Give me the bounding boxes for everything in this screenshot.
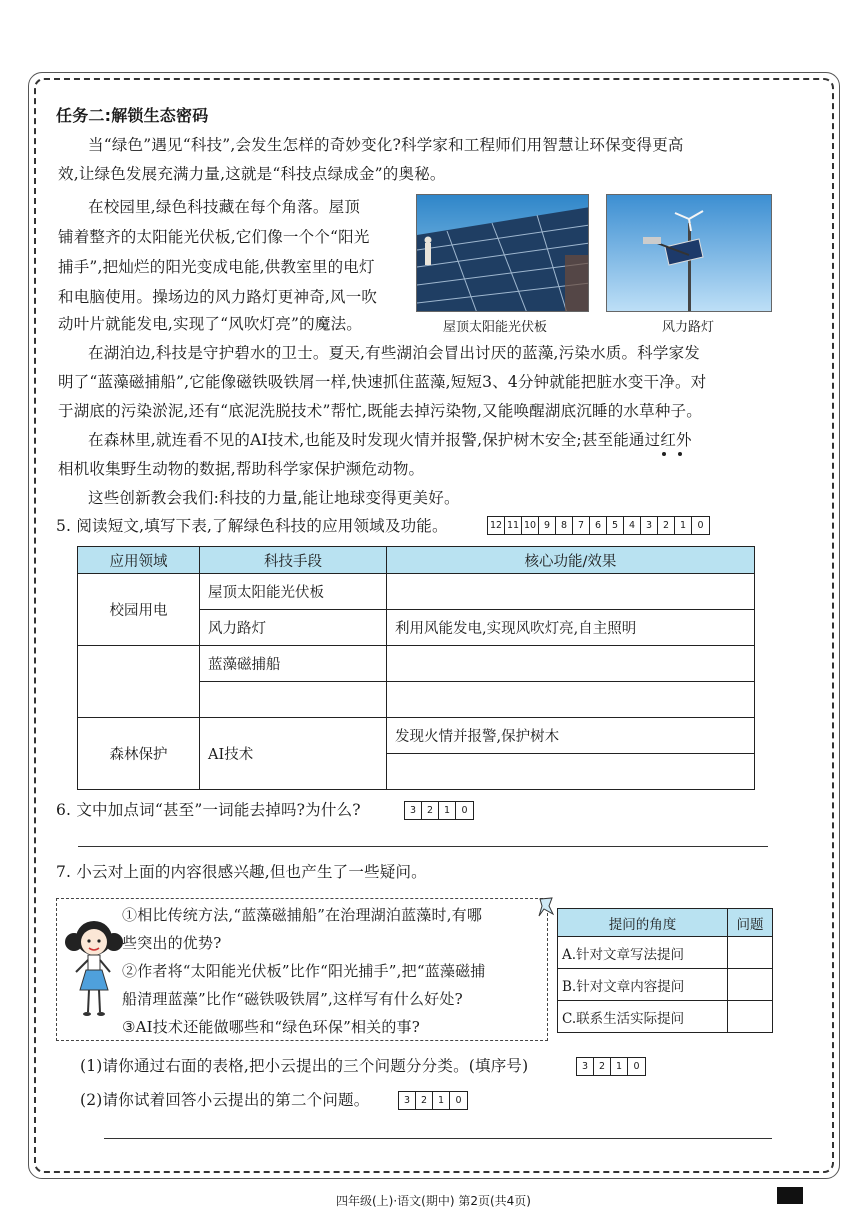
girl-illustration-icon (64, 912, 124, 1022)
lake-line-2: 明了“蓝藻磁捕船”,它能像磁铁吸铁屑一样,快速抓住蓝藻,短短3、4分钟就能把脏水变干净。对 (58, 373, 707, 391)
lake-line-3: 于湖底的污染淤泥,还有“底泥洗脱技术”帮忙,既能去掉污染物,又能唤醒湖底沉睡的水草种子。 (58, 402, 702, 420)
q5-effect-algae-blank[interactable] (387, 646, 755, 682)
q7-sub2: (2)请你试着回答小云提出的第二个问题。 (80, 1091, 370, 1109)
score-box-3[interactable]: 3 (399, 1092, 416, 1109)
q6-prompt: 6. 文中加点词“甚至”一词能去掉吗?为什么? (56, 801, 361, 819)
q5-effect-blank[interactable] (387, 682, 755, 718)
q5-prompt: 5. 阅读短文,填写下表,了解绿色科技的应用领域及功能。 (56, 517, 448, 535)
q7-row-c-blank[interactable] (728, 1001, 773, 1033)
page-footer: 四年级(上)·语文(期中) 第2页(共4页) (336, 1194, 531, 1208)
score-box-4[interactable]: 4 (624, 517, 641, 534)
q5-tech-blank[interactable] (200, 682, 387, 718)
q5-tech-wind: 风力路灯 (200, 610, 387, 646)
q5-tech-solar: 屋顶太阳能光伏板 (200, 574, 387, 610)
score-box-2[interactable]: 2 (658, 517, 675, 534)
pin-icon (537, 896, 555, 918)
wind-photo-caption: 风力路灯 (662, 320, 715, 335)
score-box-2[interactable]: 2 (422, 802, 439, 819)
q6-answer-line[interactable] (78, 846, 768, 847)
emphasis-dot-1 (662, 452, 666, 456)
score-box-12[interactable]: 12 (488, 517, 505, 534)
score-box-5[interactable]: 5 (607, 517, 624, 534)
emphasis-dot-2 (678, 452, 682, 456)
q5-table (77, 546, 755, 790)
q7-header-question: 问题 (728, 909, 773, 937)
forest-line-2: 相机收集野生动物的数据,帮助科学家保护濒危动物。 (58, 460, 425, 478)
score-box-0[interactable]: 0 (455, 1095, 462, 1106)
lake-line-1: 在湖泊边,科技是守护碧水的卫士。夏天,有些湖泊会冒出讨厌的蓝藻,污染水质。科学家发 (88, 344, 700, 362)
score-box-11[interactable]: 11 (505, 517, 522, 534)
wind-lamp-photo (606, 194, 772, 312)
q7-question-2a: ②作者将“太阳能光伏板”比作“阳光捕手”,把“蓝藻磁捕 (122, 962, 486, 980)
q5-effect-ai-blank[interactable] (387, 754, 755, 790)
q7-prompt: 7. 小云对上面的内容很感兴趣,但也产生了一些疑问。 (56, 863, 427, 881)
score-box-2[interactable]: 2 (416, 1092, 433, 1109)
campus-line-3: 捕手”,把灿烂的阳光变成电能,供教室里的电灯 (58, 258, 375, 276)
score-box-0[interactable]: 0 (697, 520, 704, 531)
q7-header-angle: 提问的角度 (558, 909, 728, 937)
score-box-10[interactable]: 10 (522, 517, 539, 534)
q5-score-boxes (487, 516, 710, 535)
solar-photo-caption: 屋顶太阳能光伏板 (443, 320, 548, 335)
score-box-0[interactable]: 0 (461, 805, 468, 816)
q7-question-1b: 些突出的优势? (122, 934, 222, 952)
q5-effect-solar-blank[interactable] (387, 574, 755, 610)
score-box-1[interactable]: 1 (439, 802, 456, 819)
q5-area-forest: 森林保护 (78, 718, 200, 790)
score-box-3[interactable]: 3 (405, 802, 422, 819)
score-box-8[interactable]: 8 (556, 517, 573, 534)
q7-sub1: (1)请你通过右面的表格,把小云提出的三个问题分分类。(填序号) (80, 1057, 529, 1075)
q7-row-c: C.联系生活实际提问 (558, 1001, 728, 1033)
q5-tech-ai: AI技术 (200, 718, 387, 790)
campus-line-5: 动叶片就能发电,实现了“风吹灯亮”的魔法。 (58, 315, 362, 333)
score-box-7[interactable]: 7 (573, 517, 590, 534)
campus-line-2: 铺着整齐的太阳能光伏板,它们像一个个“阳光 (58, 228, 370, 246)
q7-sub1-score-boxes (576, 1057, 646, 1076)
q5-effect-wind: 利用风能发电,实现风吹灯亮,自主照明 (387, 610, 755, 646)
q6-score-boxes (404, 801, 474, 820)
score-box-2[interactable]: 2 (594, 1058, 611, 1075)
score-box-3[interactable]: 3 (577, 1058, 594, 1075)
q7-row-b: B.针对文章内容提问 (558, 969, 728, 1001)
score-box-1[interactable]: 1 (611, 1058, 628, 1075)
q7-row-b-blank[interactable] (728, 969, 773, 1001)
score-box-0[interactable]: 0 (633, 1061, 640, 1072)
q7-question-3: ③AI技术还能做哪些和“绿色环保”相关的事? (122, 1018, 420, 1036)
campus-line-4: 和电脑使用。操场边的风力路灯更神奇,风一吹 (58, 288, 378, 306)
q7-row-a: A.针对文章写法提问 (558, 937, 728, 969)
q5-header-area: 应用领域 (78, 547, 200, 574)
q5-area-campus: 校园用电 (78, 574, 200, 646)
q5-tech-algae-boat: 蓝藻磁捕船 (200, 646, 387, 682)
forest-line-1: 在森林里,就连看不见的AI技术,也能及时发现火情并报警,保护树木安全;甚至能通过红外 (88, 431, 692, 449)
q5-area-lake-blank[interactable] (78, 646, 200, 718)
q5-header-tech: 科技手段 (200, 547, 387, 574)
solar-panel-photo (416, 194, 589, 312)
score-box-1[interactable]: 1 (433, 1092, 450, 1109)
q7-row-a-blank[interactable] (728, 937, 773, 969)
q5-effect-ai: 发现火情并报警,保护树木 (387, 718, 755, 754)
conclusion: 这些创新教会我们:科技的力量,能让地球变得更美好。 (88, 489, 460, 507)
intro-line-1: 当“绿色”遇见“科技”,会发生怎样的奇妙变化?科学家和工程师们用智慧让环保变得更高 (88, 136, 684, 154)
q5-header-effect: 核心功能/效果 (387, 547, 755, 574)
corner-mark (777, 1187, 803, 1204)
score-box-3[interactable]: 3 (641, 517, 658, 534)
q7-question-1a: ①相比传统方法,“蓝藻磁捕船”在治理湖泊蓝藻时,有哪 (122, 906, 483, 924)
task-title: 任务二:解锁生态密码 (56, 106, 209, 125)
q7-sub2-score-boxes (398, 1091, 468, 1110)
q7-question-2b: 船清理蓝藻”比作“磁铁吸铁屑”,这样写有什么好处? (122, 990, 463, 1008)
campus-line-1: 在校园里,绿色科技藏在每个角落。屋顶 (88, 198, 361, 216)
q7-classify-table (557, 908, 773, 1033)
q7-answer-line[interactable] (104, 1138, 772, 1139)
intro-line-2: 效,让绿色发展充满力量,这就是“科技点绿成金”的奥秘。 (58, 165, 446, 183)
score-box-1[interactable]: 1 (675, 517, 692, 534)
score-box-9[interactable]: 9 (539, 517, 556, 534)
score-box-6[interactable]: 6 (590, 517, 607, 534)
